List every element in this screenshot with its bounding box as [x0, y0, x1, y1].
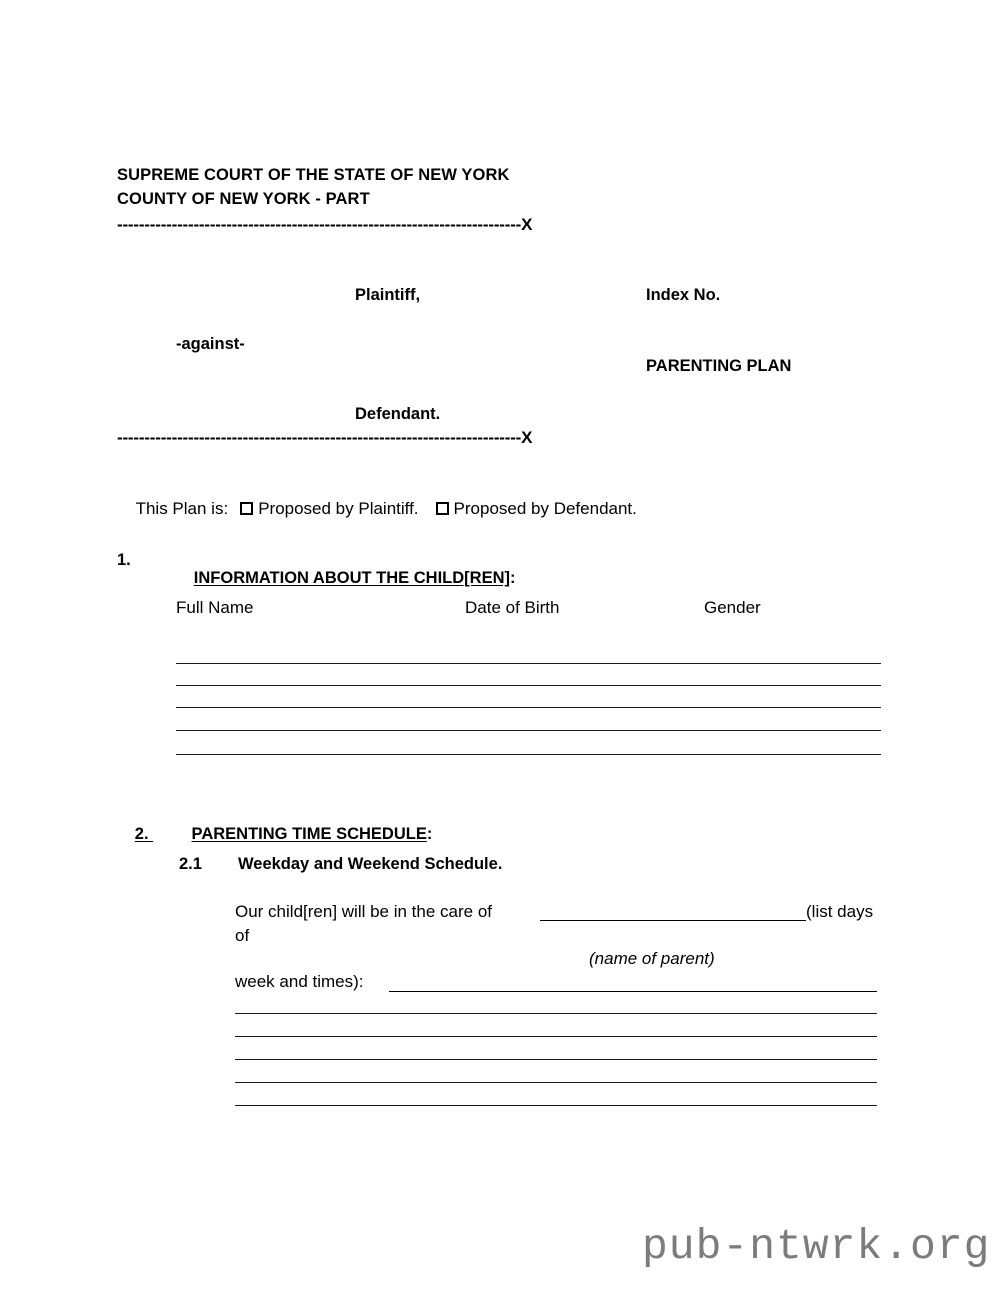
child-info-blank-line[interactable]: [176, 685, 881, 686]
child-info-blank-line[interactable]: [176, 707, 881, 708]
section-1-number: 1.: [117, 551, 131, 569]
plan-type-row: [117, 479, 637, 539]
section-2-heading: [117, 807, 432, 862]
section-2-colon: :: [426, 825, 433, 843]
schedule-blank-line[interactable]: [235, 1082, 877, 1083]
subsection-2-1-title: Weekday and Weekend Schedule.: [238, 855, 503, 873]
child-info-blank-line[interactable]: [176, 663, 881, 664]
site-watermark: pub-ntwrk.org: [642, 1222, 991, 1271]
column-header-date-of-birth: Date of Birth: [465, 598, 560, 617]
child-info-blank-line[interactable]: [176, 754, 881, 755]
plan-type-prefix: This Plan is:: [135, 499, 229, 518]
index-number-label: Index No.: [646, 286, 721, 304]
plan-type-option-plaintiff[interactable]: Proposed by Plaintiff.: [258, 499, 419, 518]
plaintiff-label: Plaintiff,: [355, 286, 421, 304]
schedule-blank-line[interactable]: [235, 1105, 877, 1106]
section-2-title: PARENTING TIME SCHEDULE: [191, 825, 427, 843]
subsection-2-1-number: 2.1: [179, 855, 202, 873]
court-name-line: SUPREME COURT OF THE STATE OF NEW YORK: [117, 166, 510, 184]
plan-type-option-defendant[interactable]: Proposed by Defendant.: [453, 499, 637, 518]
schedule-body-line-1: Our child[ren] will be in the care of: [235, 902, 493, 921]
column-header-full-name: Full Name: [176, 598, 254, 617]
empty-checkbox-icon[interactable]: [436, 502, 449, 515]
empty-checkbox-icon[interactable]: [240, 502, 253, 515]
schedule-body-line-1-tail: (list days: [806, 902, 874, 921]
schedule-body-line-3: week and times):: [235, 972, 364, 991]
schedule-body-line-2: of: [235, 926, 250, 945]
parent-name-blank[interactable]: [540, 920, 806, 921]
county-part-line: COUNTY OF NEW YORK - PART: [117, 190, 370, 208]
schedule-blank-line[interactable]: [235, 1013, 877, 1014]
section-1-colon: :: [510, 569, 516, 587]
caption-rule-bottom: --------------------------------------------------------------------------X: [117, 428, 533, 447]
column-header-gender: Gender: [704, 598, 761, 617]
section-2-number: 2.: [134, 825, 149, 843]
schedule-blank-line[interactable]: [235, 1036, 877, 1037]
parent-name-hint: (name of parent): [589, 949, 715, 968]
against-label: -against-: [176, 335, 245, 353]
document-title: PARENTING PLAN: [646, 357, 792, 375]
caption-rule-top: --------------------------------------------------------------------------X: [117, 215, 533, 234]
defendant-label: Defendant.: [355, 405, 441, 423]
schedule-blank-line[interactable]: [235, 1059, 877, 1060]
child-info-blank-line[interactable]: [176, 730, 881, 731]
schedule-blank-line[interactable]: [389, 991, 877, 992]
section-1-title: INFORMATION ABOUT THE CHILD[REN]: [193, 569, 510, 587]
